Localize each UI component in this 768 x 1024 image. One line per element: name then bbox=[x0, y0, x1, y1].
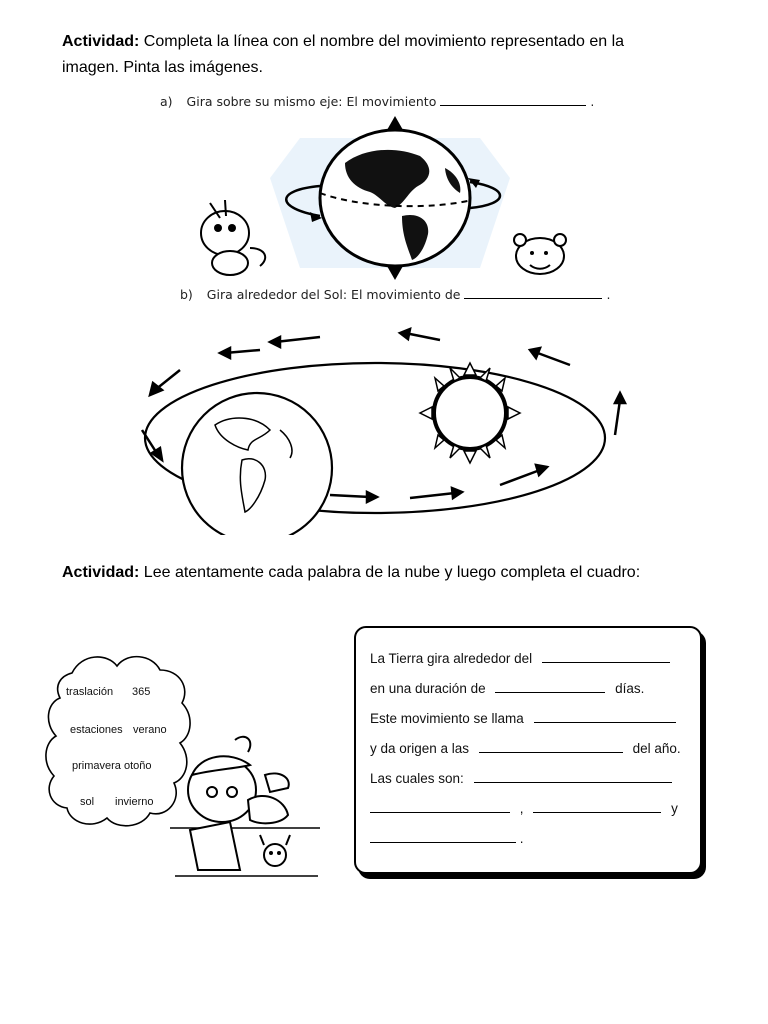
box-y: y bbox=[671, 801, 678, 816]
earth-on-orbit-illustration bbox=[182, 393, 332, 535]
box-line-1 bbox=[370, 650, 670, 666]
box-line-3-text: Este movimiento se llama bbox=[370, 711, 524, 726]
activity-2-text: Lee atentamente cada palabra de la nube y luego completa el cuadro: bbox=[143, 564, 641, 581]
cloud-word: verano bbox=[133, 724, 167, 736]
orbit-illustration bbox=[120, 320, 640, 535]
activity-1-label: Actividad: bbox=[62, 33, 140, 50]
question-a bbox=[160, 93, 594, 109]
box-line-4-text: y da origen a las bbox=[370, 741, 470, 756]
activity-1-text-line1: Completa la línea con el nombre del movimiento representado en la bbox=[143, 33, 625, 50]
question-b-end: . bbox=[606, 287, 611, 302]
box-end-dot: . bbox=[519, 831, 524, 846]
blank-season-2[interactable] bbox=[370, 800, 510, 813]
bear-character-illustration bbox=[514, 234, 566, 274]
box-line-2 bbox=[370, 680, 644, 696]
box-line-7 bbox=[370, 830, 524, 846]
box-line-5-text: Las cuales son: bbox=[370, 771, 464, 786]
blank-season-4[interactable] bbox=[370, 830, 516, 843]
cloud-word: traslación bbox=[66, 686, 114, 698]
question-a-letter: a) bbox=[160, 94, 173, 109]
cloud-word: otoño bbox=[124, 760, 152, 772]
question-a-blank[interactable] bbox=[440, 93, 586, 106]
axis-top-arrow bbox=[387, 116, 403, 130]
cloud-word: sol bbox=[80, 796, 95, 808]
question-a-text: Gira sobre su mismo eje: El movimiento bbox=[186, 94, 437, 109]
box-line-2-end: días. bbox=[615, 681, 645, 696]
blank-movement-name[interactable] bbox=[534, 710, 676, 723]
question-b-letter: b) bbox=[180, 287, 193, 302]
activity-1-text-line2: imagen. Pinta las imágenes. bbox=[62, 59, 263, 76]
rotation-illustration bbox=[180, 108, 600, 288]
activity-2-label: Actividad: bbox=[62, 564, 140, 581]
blank-seasons[interactable] bbox=[479, 740, 623, 753]
sun-illustration bbox=[420, 363, 520, 463]
box-line-5 bbox=[370, 770, 672, 786]
blank-season-3[interactable] bbox=[533, 800, 661, 813]
question-b bbox=[180, 286, 610, 302]
box-line-4 bbox=[370, 740, 681, 756]
question-b-text: Gira alrededor del Sol: El movimiento de bbox=[206, 287, 461, 302]
blank-sun[interactable] bbox=[542, 650, 670, 663]
cloud-word: 365 bbox=[132, 686, 151, 698]
question-b-blank[interactable] bbox=[464, 286, 602, 299]
box-line-1-text: La Tierra gira alrededor del bbox=[370, 651, 533, 666]
activity-1-instructions bbox=[62, 29, 742, 81]
box-line-6 bbox=[370, 800, 678, 816]
activity-2-instructions bbox=[62, 560, 742, 586]
girl-reading-illustration bbox=[170, 730, 330, 880]
box-line-2-text: en una duración de bbox=[370, 681, 486, 696]
fill-in-box bbox=[354, 626, 702, 874]
cloud-word: estaciones bbox=[70, 724, 123, 736]
cloud-word: primavera bbox=[72, 760, 121, 772]
blank-season-1[interactable] bbox=[474, 770, 672, 783]
box-comma: , bbox=[519, 801, 524, 816]
axis-bottom-arrow bbox=[387, 266, 403, 280]
cloud-word: invierno bbox=[115, 796, 154, 808]
box-line-4-end: del año. bbox=[632, 741, 681, 756]
blank-duration[interactable] bbox=[495, 680, 605, 693]
question-a-end: . bbox=[590, 94, 595, 109]
bird-character-illustration bbox=[201, 200, 265, 275]
box-line-3 bbox=[370, 710, 676, 726]
